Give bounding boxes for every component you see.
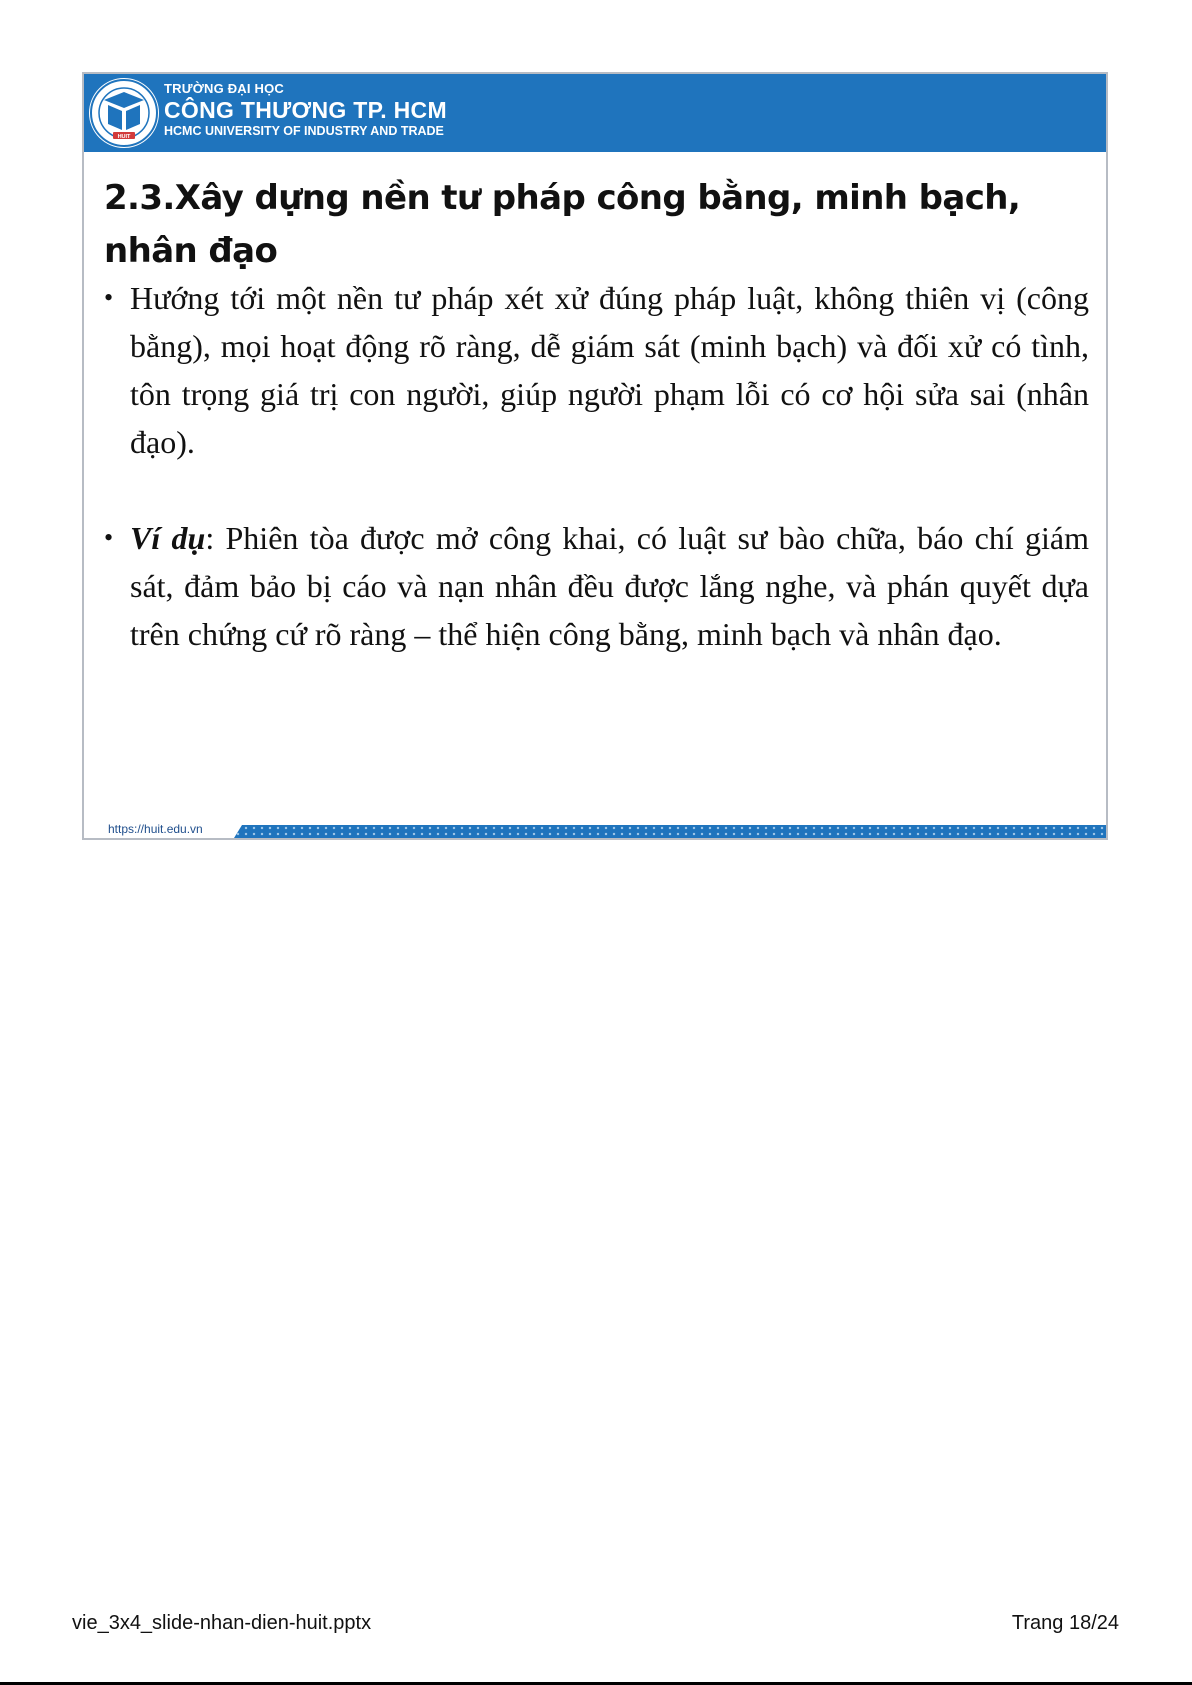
- footer-url-link[interactable]: https://huit.edu.vn: [104, 821, 207, 837]
- slide: [82, 72, 1108, 840]
- footer-stripe: [234, 825, 1106, 838]
- university-name-line2: CÔNG THƯƠNG TP. HCM: [164, 97, 447, 123]
- university-seal-icon: [89, 78, 159, 148]
- slide-title: 2.3.Xây dựng nền tư pháp công bằng, minh bạch, nhân đạo: [104, 178, 1021, 271]
- bullet-list: [104, 274, 1089, 706]
- bullet-marker: •: [104, 523, 114, 552]
- university-name-line1: TRƯỜNG ĐẠI HỌC: [164, 81, 285, 96]
- bullet-item: [104, 514, 1089, 658]
- bullet-marker: •: [104, 283, 114, 312]
- bullet-text: Hướng tới một nền tư pháp xét xử đúng pháp luật, không thiên vị (công bằng), mọi hoạt động rõ ràng, dễ giám sát (minh bạch) và đối xử có tình, tôn trọng giá trị con người, giúp người phạm lỗi có cơ hội sửa sai (nhân đạo).: [130, 280, 1089, 460]
- university-logo: [89, 78, 159, 148]
- university-name: [164, 81, 447, 139]
- example-label: Ví dụ: [130, 520, 206, 556]
- page-number: Trang 18/24: [1011, 1612, 1119, 1634]
- university-name-line3: HCMC UNIVERSITY OF INDUSTRY AND TRADE: [164, 124, 444, 138]
- bullet-text: : Phiên tòa được mở công khai, có luật sư bào chữa, báo chí giám sát, đảm bảo bị cáo và nạn nhân đều được lắng nghe, và phán quyết dựa trên chứng cứ rõ ràng – thể hiện công bằng, minh bạch và nhân đạo.: [130, 520, 1090, 652]
- bullet-item: [104, 274, 1089, 466]
- logo-text: HUIT: [117, 134, 131, 140]
- page-filename: vie_3x4_slide-nhan-dien-huit.pptx: [72, 1612, 372, 1634]
- header-bar: [84, 74, 1106, 152]
